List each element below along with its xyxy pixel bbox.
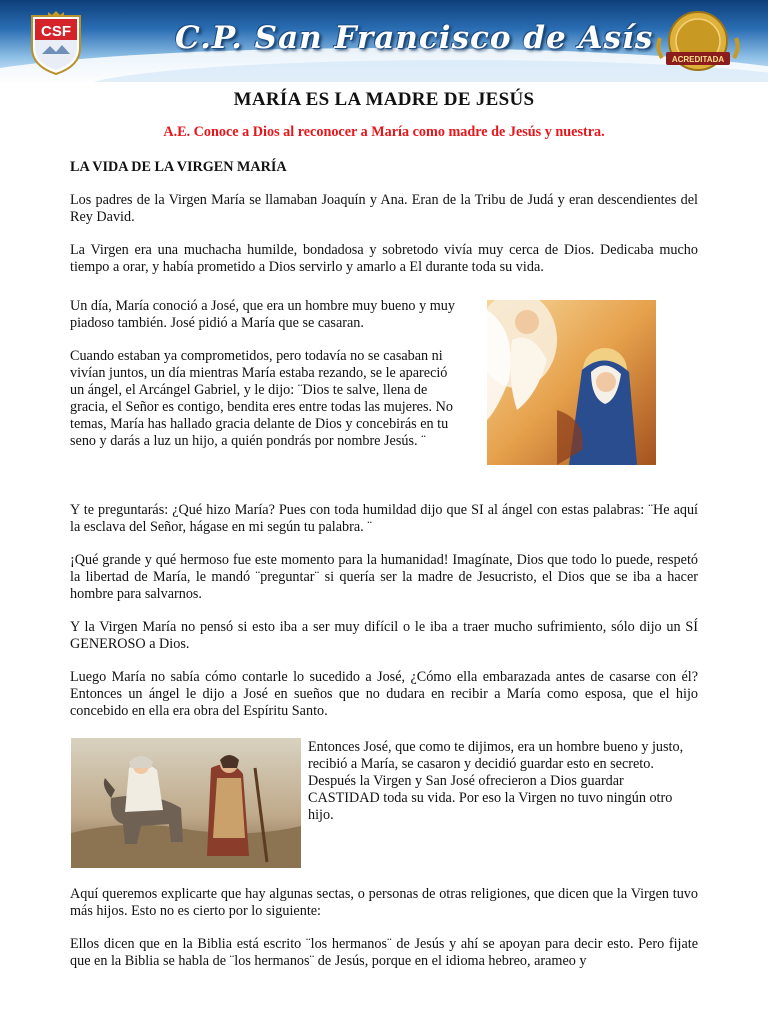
paragraph-brothers: Ellos dicen que en la Biblia está escrito ¨los hermanos¨ de Jesús y ahí se apoyan para decir esto. Pero fijate que en la Biblia se habla de ¨los hermanos¨ de Jesús, porque en el idioma hebreo, arameo y [70, 936, 698, 969]
section-title: LA VIDA DE LA VIRGEN MARÍA [70, 159, 287, 175]
annunciation-text-column [70, 298, 460, 450]
annunciation-painting-image [487, 300, 656, 465]
paragraph-great-moment: ¡Qué grande y qué hermoso fue este momento para la humanidad! Imagínate, Dios que todo lo puede, respetó la libertad de María, le mandó ¨preguntar¨ si quería ser la madre de Jesucristo, el Dios que se iba a hacer hombre para salvarnos. [70, 552, 698, 602]
paragraph-sects: Aquí queremos explicarte que hay algunas sectas, o personas de otras religiones, que dicen que la Virgen tuvo más hijos. Esto no es cierto por lo siguiente: [70, 886, 698, 919]
crest-text: CSF [41, 23, 71, 40]
paragraph-generous-yes: Y la Virgen María no pensó si esto iba a ser muy difícil o le iba a traer mucho sufrimiento, sólo dijo un SÍ GENEROSO a Dios. [70, 619, 698, 652]
paragraph-maria-answer: Y te preguntarás: ¿Qué hizo María? Pues con toda humildad dijo que SI al ángel con estas palabras: ¨He aquí la esclava del Señor, hágase en mi según tu palabra. ¨ [70, 502, 698, 535]
document-body [70, 88, 698, 276]
lower-text-block [70, 502, 698, 720]
school-name: C.P. San Francisco de Asís [175, 20, 654, 56]
paragraph-tell-jose: Luego María no sabía cómo contarle lo sucedido a José, ¿Cómo ella embarazada antes de casarse con él? Entonces un ángel le dijo a José en sueños que no dudara en recibir a María como esposa, que el hijo concebido en ella era obra del Espíritu Santo. [70, 669, 698, 719]
page-title: MARÍA ES LA MADRE DE JESÚS [233, 89, 535, 110]
learning-objective: A.E. Conoce a Dios al reconocer a María como madre de Jesús y nuestra. [163, 124, 605, 140]
wedding-text-column [308, 739, 696, 824]
paragraph-parents: Los padres de la Virgen María se llamaban Joaquín y Ana. Eran de la Tribu de Judá y eran descendientes del Rey David. [70, 192, 698, 225]
paragraph-virgin: La Virgen era una muchacha humilde, bondadosa y sobretodo vivía muy cerca de Dios. Dedicaba mucho tiempo a orar, y había prometido a Dios servirlo y amarlo a El durante toda su vida. [70, 242, 698, 275]
accreditation-seal-logo [652, 8, 744, 78]
holy-family-journey-image [71, 738, 301, 868]
bottom-text-block [70, 886, 698, 970]
header-banner [0, 0, 768, 82]
paragraph-meets-jose: Un día, María conoció a José, que era un hombre muy bueno y muy piadoso también. José pidió a María que se casaran. [70, 298, 455, 331]
seal-text: ACREDITADA [671, 55, 725, 64]
paragraph-wedding: Entonces José, que como te dijimos, era un hombre bueno y justo, recibió a María, se casaron y decidió guardar esto en secreto. Después la Virgen y San José ofrecieron a Dios guardar CASTIDAD toda su vida. Por eso la Virgen no tuvo ningún otro hijo. [308, 739, 684, 823]
school-crest-logo [28, 10, 84, 76]
paragraph-annunciation: Cuando estaban ya comprometidos, pero todavía no se casaban ni vivían juntos, un día mientras María estaba rezando, se le apareció un ángel, el Arcángel Gabriel, y le dijo: ¨Dios te salve, llena de gracia, el Señor es contigo, bendita eres entre todas las mujeres. No temas, María has hallado gracia delante de Dios y concebirás en tu seno y darás a luz un hijo, a quién pondrás por nombre Jesús. ¨ [70, 348, 453, 449]
